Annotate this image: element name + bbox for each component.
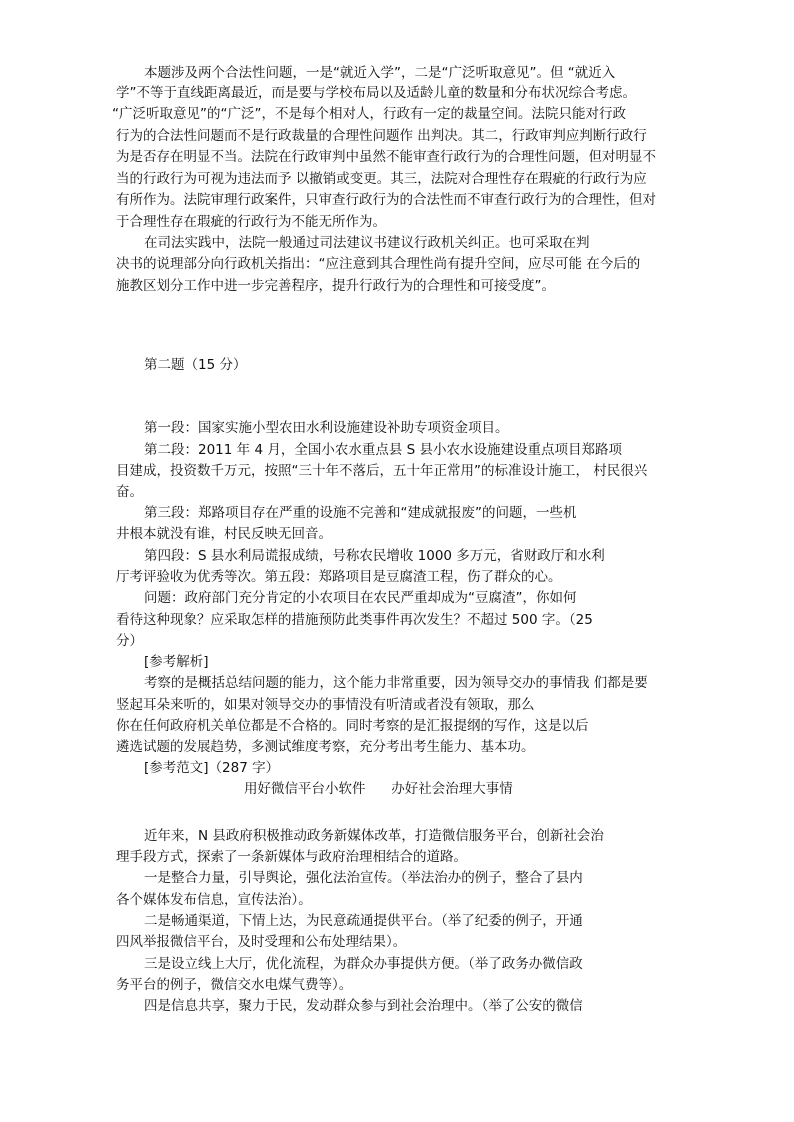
paragraph-line: 一是整合力量，引导舆论，强化法治宣传。（举法治办的例子，整合了县内 — [144, 870, 583, 886]
paragraph-line: 于合理性存在瑕疵的行政行为不能无所作为。 — [116, 214, 386, 230]
paragraph-line: “广泛听取意见”的“广泛”，不是每个相对人，行政有一定的裁量空间。法院只能对行政 — [112, 106, 626, 122]
paragraph-line: 为是否存在明显不当。法院在行政审判中虽然不能审查行政行为的合理性问题，但对明显不 — [116, 149, 656, 165]
paragraph-line: 第二段：2011 年 4 月，全国小农水重点县 S 县小农水设施建设重点项目郑路项 — [144, 442, 622, 458]
paragraph-line: 学”不等于直线距离最近，而是要与学校布局以及适龄儿童的数量和分布状况综合考虑。 — [116, 85, 636, 101]
paragraph-line: 决书的说理部分向行政机关指出：“应注意到其合理性尚有提升空间，应尽可能 在今后的 — [116, 256, 641, 272]
paragraph-line: 遴选试题的发展趋势，多测试维度考察，充分考出考生能力、基本功。 — [116, 739, 535, 755]
paragraph-line: 本题涉及两个合法性问题，一是“就近入学”，二是“广泛听取意见”。但 “就近入 — [144, 65, 616, 81]
paragraph-line: 目建成，投资数千万元，按照“三十年不落后，五十年正常用”的标准设计施工， 村民很兴 — [116, 463, 648, 479]
paragraph-line: 考察的是概括总结问题的能力，这个能力非常重要，因为领导交办的事情我 们都是要 — [144, 675, 648, 691]
paragraph-line: 有所作为。法院审理行政案件，只审查行政行为的合法性而不审查行政行为的合理性，但对 — [116, 192, 656, 208]
essay-title: 用好微信平台小软件 办好社会治理大事情 — [244, 781, 513, 797]
section-heading: 第二题（15 分） — [144, 357, 247, 373]
paragraph-line: 当的行政行为可视为违法而予 以撤销或变更。其三，法院对合理性存在瑕疵的行政行为应 — [116, 171, 647, 187]
paragraph-line: 二是畅通渠道，下情上达，为民意疏通提供平台。（举了纪委的例子，开通 — [144, 913, 583, 929]
paragraph-line: 分） — [116, 633, 143, 649]
paragraph-line: 近年来，N 县政府积极推动政务新媒体改革，打造微信服务平台，创新社会治 — [144, 828, 604, 844]
paragraph-line: 四是信息共享，聚力于民，发动群众参与到社会治理中。（举了公安的微信 — [144, 998, 583, 1014]
paragraph-line: 务平台的例子，微信交水电煤气费等）。 — [116, 977, 353, 993]
paragraph-line: 第一段：国家实施小型农田水利设施建设补助专项资金项目。 — [144, 420, 509, 436]
paragraph-line: 问题：政府部门充分肯定的小农项目在农民严重却成为“豆腐渣”，你如何 — [144, 590, 577, 606]
paragraph-line: 施教区划分工作中进一步完善程序，提升行政行为的合理性和可接受度”。 — [116, 278, 555, 294]
paragraph-line: 你在任何政府机关单位都是不合格的。同时考察的是汇报提纲的写作，这是以后 — [116, 718, 589, 734]
paragraph-line: 竖起耳朵来听的，如果对领导交办的事情没有听清或者没有领取，那么 — [116, 697, 535, 713]
paragraph-line: 第四段：S 县水利局谎报成绩，号称农民增收 1000 多万元，省财政厅和水利 — [144, 548, 605, 564]
paragraph-line: 各个媒体发布信息，宣传法治）。 — [116, 892, 312, 908]
paragraph-line: 井根本就没有谁，村民反映无回音。 — [116, 526, 332, 542]
paragraph-line: 在司法实践中，法院一般通过司法建议书建议行政机关纠正。也可采取在判 — [144, 235, 590, 251]
paragraph-line: 三是设立线上大厅，优化流程，为群众办事提供方便。（举了政务办微信政 — [144, 956, 583, 972]
reference-analysis-label: [参考解析] — [144, 654, 209, 670]
paragraph-line: 厅考评验收为优秀等次。第五段：郑路项目是豆腐渣工程，伤了群众的心。 — [116, 569, 562, 585]
paragraph-line: 看待这种现象？应采取怎样的措施预防此类事件再次发生？不超过 500 字。（25 — [116, 612, 593, 628]
paragraph-line: 四风举报微信平台，及时受理和公布处理结果）。 — [116, 934, 407, 950]
reference-essay-label: [参考范文]（287 字） — [144, 760, 280, 776]
paragraph-line: 理手段方式，探索了一条新媒体与政府治理相结合的道路。 — [116, 849, 467, 865]
paragraph-line: 第三段：郑路项目存在严重的设施不完善和“建成就报废”的问题，一些机 — [144, 505, 577, 521]
paragraph-line: 奋。 — [116, 484, 143, 500]
paragraph-line: 行为的合法性问题而不是行政裁量的合理性问题作 出判决。其二，行政审判应判断行政行 — [116, 128, 647, 144]
